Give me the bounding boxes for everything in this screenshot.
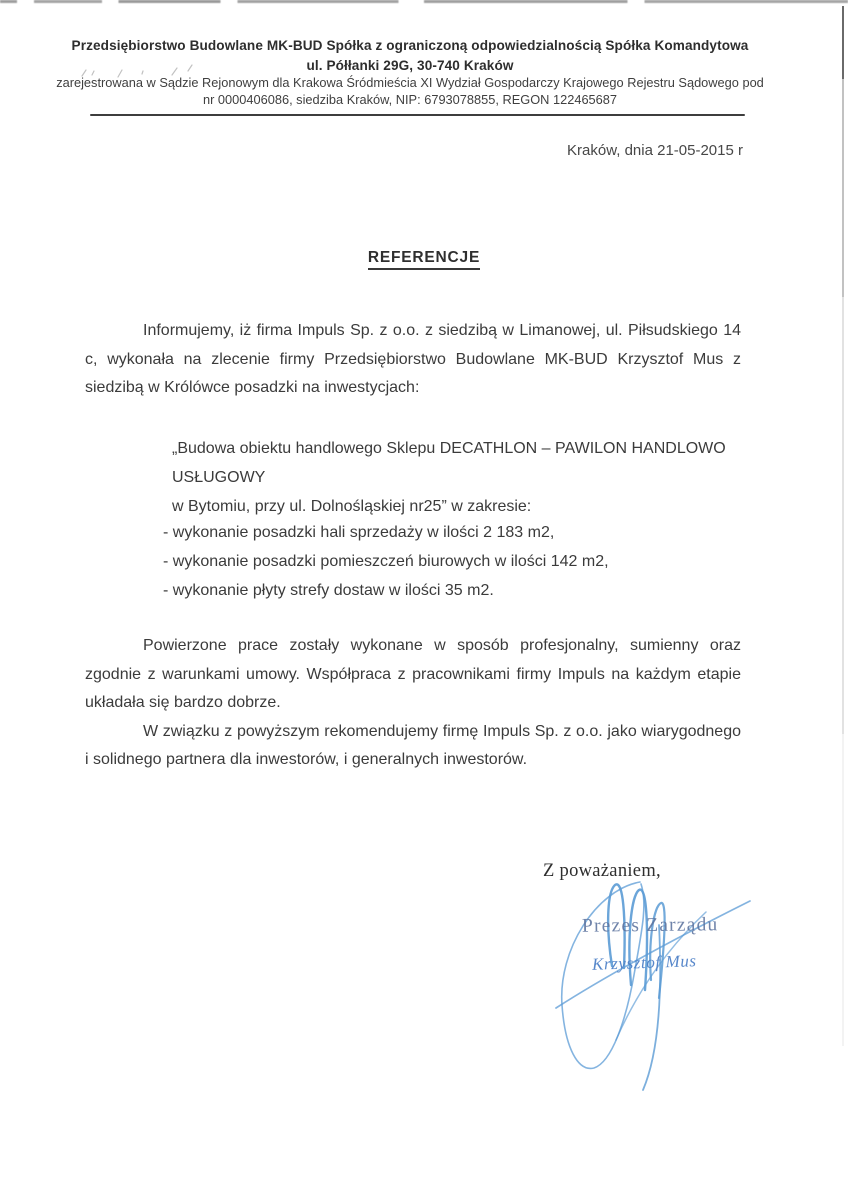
closing-salutation: Z poważaniem, (543, 861, 661, 881)
letterhead-registry-line2: nr 0000406086, siedziba Kraków, NIP: 6793078855, REGON 122465687 (202, 91, 618, 107)
letterhead-divider-rule (90, 114, 745, 116)
scope-item: - wykonanie posadzki pomieszczeń biurowych w ilości 142 m2, (163, 552, 609, 570)
assessment-block (85, 632, 741, 775)
intro-paragraph-block (85, 317, 741, 403)
project-quote-line2: w Bytomiu, przy ul. Dolnośląskiej nr25” w zakresie: (172, 498, 532, 515)
scan-edge-artifact-top (0, 0, 848, 3)
handwritten-signature-ink (535, 865, 785, 1115)
letterhead-company-line: Przedsiębiorstwo Budowlane MK-BUD Spółka z ograniczoną odpowiedzialnością Spółka Komandytowa (71, 38, 749, 53)
letterhead-address-line: ul. Półłanki 29G, 30-740 Kraków (306, 57, 514, 73)
document-title (0, 249, 848, 270)
project-quote-line1: „Budowa obiektu handlowego Sklepu DECATHLON – PAWILON HANDLOWO USŁUGOWY (172, 440, 726, 486)
scope-of-work-list (163, 519, 723, 605)
project-quote-block (172, 434, 752, 521)
assessment-paragraph: Powierzone prace zostały wykonane w sposób profesjonalny, sumienny oraz zgodnie z warunkami umowy. Współpraca z pracownikami firmy Impuls na każdym etapie układała się bardzo dobrze. (85, 637, 741, 712)
scope-item: - wykonanie posadzki hali sprzedaży w ilości 2 183 m2, (163, 524, 555, 541)
recommendation-paragraph: W związku z powyższym rekomendujemy firmę Impuls Sp. z o.o. jako wiarygodnego i solidnego partnera dla inwestorów, i generalnych inwestorów. (85, 722, 741, 769)
document-title-text: REFERENCJE (368, 249, 480, 270)
place-and-date-line: Kraków, dnia 21-05-2015 r (567, 142, 743, 159)
signature-stamp-role: Prezes Zarządu (581, 914, 719, 937)
signature-area (535, 865, 785, 1115)
intro-paragraph: Informujemy, iż firma Impuls Sp. z o.o. z siedzibą w Limanowej, ul. Piłsudskiego 14 c, wykonała na zlecenie firmy Przedsiębiorstwo Budowlane MK-BUD Krzysztof Mus z siedzibą w Królówce posadzki na inwestycjach: (85, 322, 741, 397)
letterhead-registry-line1: zarejestrowana w Sądzie Rejonowym dla Krakowa Śródmieścia XI Wydział Gospodarczy Krajowego Rejestru Sądowego pod (56, 75, 764, 90)
scan-edge-artifact-right (842, 6, 844, 1046)
signature-stamp-name: Krzysztof Mus (591, 951, 697, 974)
letterhead (54, 36, 766, 108)
scope-item: - wykonanie płyty strefy dostaw w ilości 35 m2. (163, 581, 494, 599)
